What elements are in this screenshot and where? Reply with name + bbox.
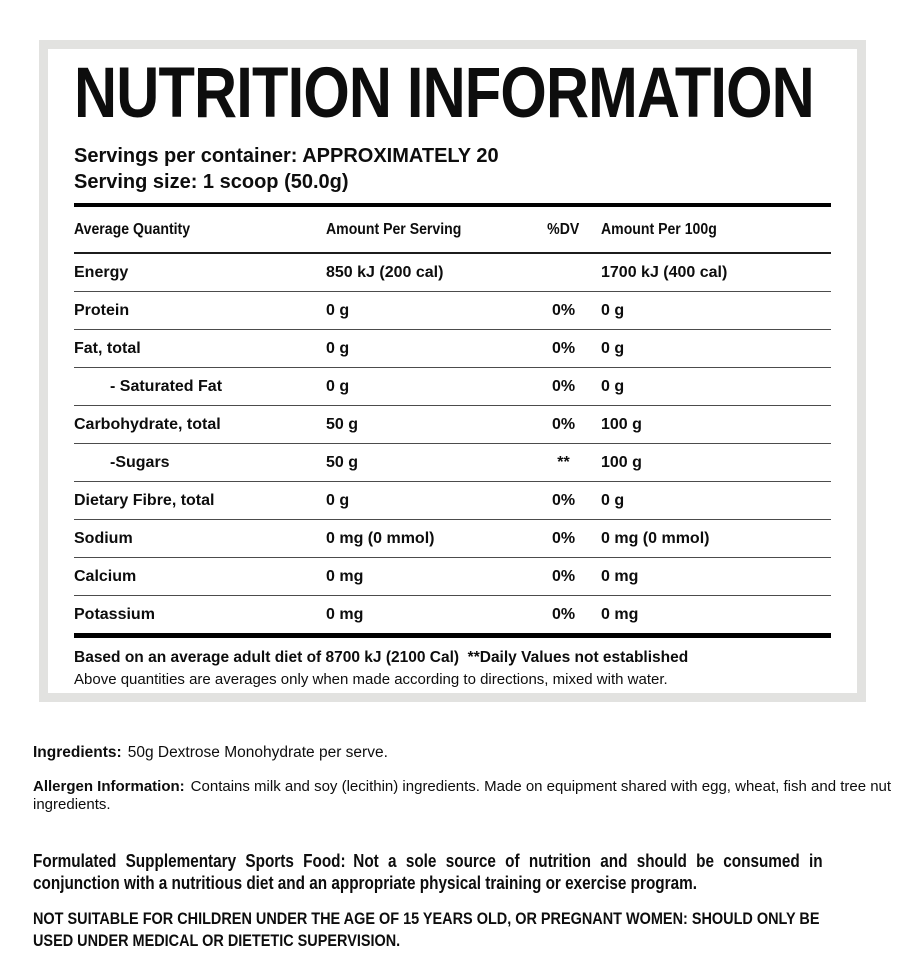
table-row-dietary-fibre <box>74 482 831 520</box>
nutrient-name: Calcium <box>74 567 137 585</box>
percent-dv: 0% <box>551 415 576 433</box>
table-row-potassium <box>74 596 831 636</box>
details-section <box>33 744 905 952</box>
amount-per-serving: 50 g <box>326 453 359 471</box>
amount-per-100g: 0 g <box>601 377 625 395</box>
percent-dv: ** <box>557 453 570 471</box>
amount-per-100g: 0 g <box>601 339 625 357</box>
nutrient-name: Protein <box>74 301 130 319</box>
ingredients-paragraph <box>33 744 905 762</box>
amount-per-serving: 0 mg (0 mmol) <box>326 529 435 547</box>
nutrient-name: Carbohydrate, total <box>74 415 221 433</box>
formulated-food-text: Not a sole source of nutrition and should be consumed in conjunction with a nutritious diet and an appropriate physical training or exercise program. <box>33 851 823 893</box>
footnote-daily-values: Based on an average adult diet of 8700 kJ (2100 Cal) **Daily Values not established <box>74 649 689 666</box>
amount-per-100g: 1700 kJ (400 cal) <box>601 263 728 281</box>
amount-per-serving: 0 g <box>326 339 350 357</box>
ingredients-text: 50g Dextrose Monohydrate per serve. <box>127 744 388 761</box>
percent-dv: 0% <box>551 567 576 585</box>
nutrition-panel <box>39 40 866 702</box>
percent-dv: 0% <box>551 529 576 547</box>
nutrition-table-body <box>74 253 831 636</box>
amount-per-100g: 0 g <box>601 301 625 319</box>
footnote-averages: Above quantities are averages only when made according to directions, mixed with water. <box>74 671 668 688</box>
col-header-amount-per-100g: Amount Per 100g <box>601 205 831 253</box>
nutrient-name: Fat, total <box>74 339 141 357</box>
nutrition-table-header <box>74 205 831 253</box>
percent-dv <box>526 253 601 292</box>
amount-per-100g: 0 mg (0 mmol) <box>601 529 710 547</box>
allergen-text: Contains milk and soy (lecithin) ingredients. Made on equipment shared with egg, wheat, fish and tree nut ingredients. <box>33 778 892 813</box>
amount-per-serving: 0 g <box>326 377 350 395</box>
nutrient-name: - Saturated Fat <box>110 377 223 395</box>
percent-dv: 0% <box>551 491 576 509</box>
table-row-sodium <box>74 520 831 558</box>
percent-dv: 0% <box>551 339 576 357</box>
amount-per-serving: 0 mg <box>326 567 364 585</box>
amount-per-serving: 0 g <box>326 491 350 509</box>
formulated-food-paragraph <box>33 850 905 894</box>
amount-per-serving: 50 g <box>326 415 359 433</box>
table-row-sugars <box>74 444 831 482</box>
col-header-average-quantity: Average Quantity <box>74 205 326 253</box>
allergen-label: Allergen Information: <box>33 778 185 795</box>
nutrient-name: Dietary Fibre, total <box>74 491 215 509</box>
nutrient-name: -Sugars <box>110 453 170 471</box>
nutrient-name: Sodium <box>74 529 133 547</box>
formulated-food-label: Formulated Supplementary Sports Food: <box>33 851 346 871</box>
col-header-amount-per-serving: Amount Per Serving <box>326 205 526 253</box>
nutrition-table <box>74 203 831 638</box>
nutrient-name: Potassium <box>74 605 155 623</box>
panel-title <box>74 54 831 133</box>
table-row-calcium <box>74 558 831 596</box>
percent-dv: 0% <box>551 605 576 623</box>
amount-per-100g: 100 g <box>601 415 642 433</box>
header-row <box>74 205 831 253</box>
table-row-fat-total <box>74 330 831 368</box>
warning-text: NOT SUITABLE FOR CHILDREN UNDER THE AGE OF 15 YEARS OLD, OR PREGNANT WOMEN: SHOULD ONLY BE USED UNDER MEDICAL OR DIETETIC SUPERVISION. <box>33 909 820 950</box>
serving-size: Serving size: 1 scoop (50.0g) <box>74 171 349 193</box>
table-row-saturated-fat <box>74 368 831 406</box>
table-row-energy <box>74 253 831 292</box>
percent-dv: 0% <box>551 301 576 319</box>
amount-per-serving: 0 g <box>326 301 350 319</box>
percent-dv: 0% <box>551 377 576 395</box>
panel-title-text: NUTRITION INFORMATION <box>74 54 814 133</box>
amount-per-serving: 0 mg <box>326 605 364 623</box>
serving-info <box>74 143 831 195</box>
amount-per-serving: 850 kJ (200 cal) <box>326 263 444 281</box>
col-header-percent-dv: %DV <box>526 205 601 253</box>
servings-per-container: Servings per container: APPROXIMATELY 20 <box>74 145 499 167</box>
warning-paragraph <box>33 908 905 952</box>
nutrient-name: Energy <box>74 263 129 281</box>
amount-per-100g: 100 g <box>601 453 642 471</box>
amount-per-100g: 0 mg <box>601 605 639 623</box>
amount-per-100g: 0 mg <box>601 567 639 585</box>
ingredients-label: Ingredients: <box>33 744 122 761</box>
allergen-paragraph <box>33 778 905 814</box>
table-row-protein <box>74 292 831 330</box>
table-row-carbohydrate-total <box>74 406 831 444</box>
amount-per-100g: 0 g <box>601 491 625 509</box>
